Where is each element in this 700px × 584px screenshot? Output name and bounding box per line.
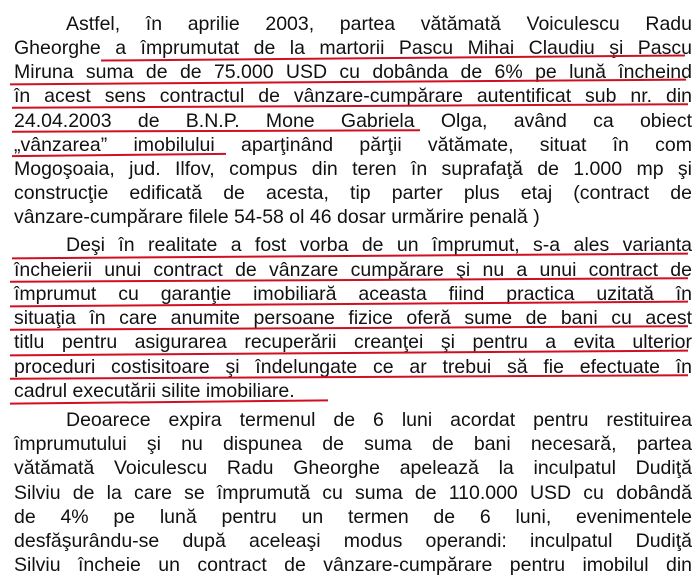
paragraph-1-line-2: Gheorghe a împrumutat de la martorii Pascu Mihai Claudiu şi Pascu xyxy=(14,37,692,59)
paragraph-3-line-6: desfăşurându-se după aceleaşi modus operandi: inculpatul Dudiţă xyxy=(14,530,692,552)
paragraph-2-line-7: cadrul executării silite imobiliare. xyxy=(14,380,295,402)
paragraph-1-line-8: construcţie edificată de acesta, tip parter plus etaj (contract de xyxy=(14,182,692,204)
paragraph-3-line-1: Deoarece expira termenul de 6 luni acordat pentru restituirea xyxy=(66,409,692,431)
paragraph-3-line-4: Silviu de la care se împrumută cu suma de 110.000 USD cu dobândă xyxy=(14,482,692,504)
paragraph-3-line-2: împrumutului şi nu dispunea de suma de bani necesară, partea xyxy=(14,433,692,455)
paragraph-1-line-1: Astfel, în aprilie 2003, partea vătămată Voiculescu Radu xyxy=(66,13,692,35)
paragraph-3-line-7: Silviu încheie un contract de vânzare-cumpărare pentru imobilul din xyxy=(14,554,692,576)
paragraph-2-line-5: titlu pentru asigurarea recuperării creanţei şi pentru a evita ulterior xyxy=(14,331,692,353)
paragraph-1-line-3: Miruna suma de de 75.000 USD cu dobânda de 6% pe lună încheind xyxy=(14,61,692,83)
paragraph-2-line-1: Deşi în realitate a fost vorba de un împrumut, s-a ales varianta xyxy=(66,234,692,256)
paragraph-1-line-9: vânzare-cumpărare filele 54-58 ol 46 dosar urmărire penală ) xyxy=(14,206,540,228)
paragraph-2-line-4: situaţia în care anumite persoane fizice oferă sume de bani cu acest xyxy=(14,307,692,329)
paragraph-3-line-3: vătămată Voiculescu Radu Gheorghe apelează la inculpatul Dudiţă xyxy=(14,457,692,479)
paragraph-1-line-5: 24.04.2003 de B.N.P. Mone Gabriela Olga, având ca obiect xyxy=(14,110,692,132)
paragraph-1-line-6: „vânzarea” imobilului aparţinând părţii vătămate, situat în com xyxy=(14,134,692,156)
paragraph-2-line-3: împrumut cu garanţie imobiliară aceasta fiind practica uzitată în xyxy=(14,283,692,305)
paragraph-2-line-6: proceduri costisitoare şi îndelungate ce ar trebui să fie efectuate în xyxy=(14,356,692,378)
paragraph-1-line-7: Mogoşoaia, jud. Ilfov, compus din teren în suprafaţă de 1.000 mp şi xyxy=(14,158,692,180)
paragraph-2-line-2: încheierii unui contract de vânzare cumpărare şi nu a unui contract de xyxy=(14,259,692,281)
paragraph-1-line-4: în acest sens contractul de vânzare-cumpărare autentificat sub nr. din xyxy=(14,85,692,107)
paragraph-3-line-5: de 4% pe lună pentru un termen de 6 luni, evenimentele xyxy=(14,506,692,528)
